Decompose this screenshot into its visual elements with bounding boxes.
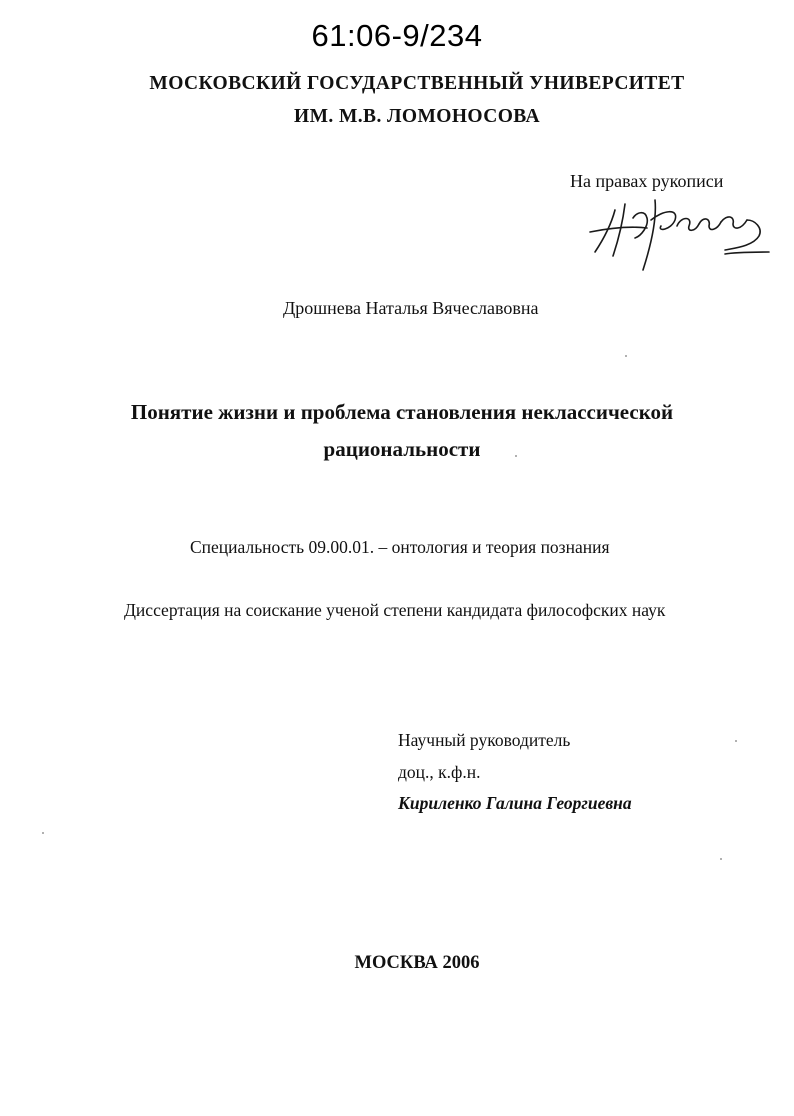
university-name-line2: ИМ. М.В. ЛОМОНОСОВА	[294, 106, 540, 127]
scan-speck	[720, 858, 722, 860]
signature-stroke	[633, 213, 647, 238]
supervisor-label: Научный руководитель	[398, 730, 571, 750]
dissertation-title-line2: рациональности	[323, 437, 481, 461]
supervisor-rank: доц., к.ф.н.	[398, 762, 481, 782]
signature-stroke	[725, 252, 769, 254]
scan-speck	[515, 455, 517, 457]
university-name-line1: МОСКОВСКИЙ ГОСУДАРСТВЕННЫЙ УНИВЕРСИТЕТ	[149, 73, 685, 94]
degree-statement: Диссертация на соискание ученой степени кандидата философских наук	[124, 600, 666, 620]
specialty: Специальность 09.00.01. – онтология и теория познания	[190, 537, 610, 557]
city-year: МОСКВА 2006	[354, 953, 480, 973]
dissertation-title-line1: Понятие жизни и проблема становления неклассической	[130, 400, 674, 424]
author-name: Дрошнева Наталья Вячеславовна	[283, 298, 539, 318]
signature-stroke	[699, 219, 721, 230]
signature-stroke	[643, 200, 655, 270]
supervisor-name: Кириленко Галина Георгиевна	[398, 793, 632, 813]
signature-stroke	[677, 219, 699, 231]
signature-stroke	[590, 227, 647, 232]
rights-note: На правах рукописи	[570, 171, 724, 191]
signature-stroke	[721, 217, 747, 228]
scan-speck	[625, 355, 627, 357]
catalog-number: 61:06-9/234	[311, 18, 483, 53]
scan-speck	[735, 740, 737, 742]
handwritten-signature	[585, 190, 775, 275]
scan-speck	[42, 832, 44, 834]
